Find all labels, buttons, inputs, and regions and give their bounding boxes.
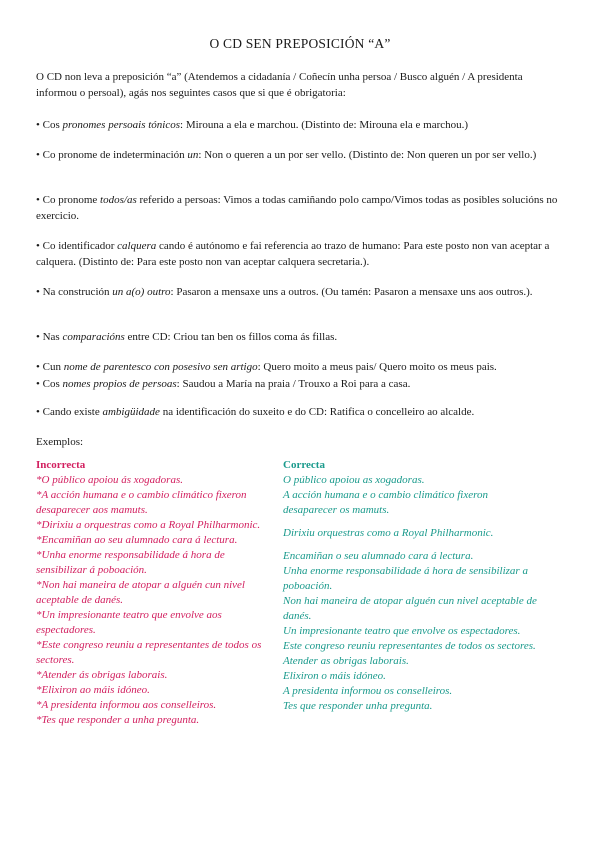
- incorrect-example: *Este congreso reuniu a representantes de todos os sectores.: [36, 639, 262, 666]
- correct-example: Dirixiu orquestras como a Royal Philharmonic.: [283, 527, 494, 539]
- examples-label: Exemplos:: [36, 436, 84, 448]
- incorrect-example: *Unha enorme responsabilidade á hora de sensibilizar á poboación.: [36, 549, 225, 576]
- correct-example: Unha enorme responsabilidade á hora de sensibilizar a poboación.: [283, 565, 528, 592]
- intro-paragraph: O CD non leva a preposición “a” (Atendemos a cidadanía / Coñecín unha persoa / Busco alguén / A presidenta informou o persoal), agás nos seguintes casos que si que é obrigatoria:: [36, 71, 523, 99]
- incorrect-example: *Elixiron ao máis idóneo.: [36, 684, 150, 696]
- correct-example: Non hai maneira de atopar alguén cun nivel aceptable de danés.: [283, 595, 537, 622]
- rule-item: • Co pronome todos/as referido a persoas: Vimos a todas camiñando polo campo/Vimos todas as posibles solucións no exercicio.: [36, 194, 558, 222]
- correct-example: O público apoiou as xogadoras.: [283, 474, 425, 486]
- incorrect-example: *Encamiñan ao seu alumnado cara á lectura.: [36, 534, 238, 546]
- correct-example: Encamiñan o seu alumnado cara á lectura.: [283, 550, 474, 562]
- correct-example: Este congreso reuniu representantes de todos os sectores.: [283, 640, 536, 652]
- correct-column: [283, 458, 543, 714]
- correct-example: Tes que responder unha pregunta.: [283, 700, 433, 712]
- rule-item: • Na construción un a(o) outro: Pasaron a mensaxe uns a outros. (Ou tamén: Pasaron a mensaxe uns aos outros.).: [36, 286, 533, 298]
- correct-header: Correcta: [283, 459, 325, 471]
- rule-item: • Nas comparacións entre CD: Criou tan ben os fillos coma ás fillas.: [36, 331, 338, 343]
- rule-item: • Cando existe ambigüidade na identificación do suxeito e do CD: Ratifica o concelleiro ao alcalde.: [36, 406, 475, 418]
- rule-item: • Cun nome de parentesco con posesivo sen artigo: Quero moito a meus pais/ Quero moito os meus pais.: [36, 361, 497, 373]
- rule-item: • Co pronome de indeterminación un: Non o queren a un por ser vello. (Distinto de: Non queren un por ser vello.): [36, 149, 537, 161]
- incorrect-example: *Tes que responder a unha pregunta.: [36, 714, 200, 726]
- incorrect-example: *Non hai maneira de atopar a alguén cun nivel aceptable de danés.: [36, 579, 245, 606]
- incorrect-header: Incorrecta: [36, 459, 86, 471]
- page-title: O CD SEN PREPOSICIÓN “A”: [209, 36, 391, 51]
- incorrect-example: *O público apoiou ás xogadoras.: [36, 474, 183, 486]
- correct-example: Un impresionante teatro que envolve os espectadores.: [283, 625, 521, 637]
- incorrect-example: *A acción humana e o cambio climático fixeron desaparecer aos mamuts.: [36, 489, 247, 516]
- correct-example: A acción humana e o cambio climático fixeron desaparecer os mamuts.: [283, 489, 488, 516]
- incorrect-column: [36, 458, 278, 728]
- incorrect-example: *A presidenta informou aos conselleiros.: [36, 699, 217, 711]
- rule-item: • Cos pronomes persoais tónicos: Mirouna a ela e marchou. (Distinto de: Mirouna ela e marchou.): [36, 119, 469, 131]
- rule-item: • Cos nomes propios de persoas: Saudou a María na praia / Trouxo a Roi para a casa.: [36, 378, 411, 390]
- incorrect-example: *Un impresionante teatro que envolve aos espectadores.: [36, 609, 222, 636]
- rule-item: • Co identificador calquera cando é autónomo e fai referencia ao trazo de humano: Para este posto non van aceptar a calquera. (Distinto de: Para este posto non van aceptar calquera secretaria.).: [36, 240, 550, 268]
- incorrect-example: *Dirixiu a orquestras como a Royal Philharmonic.: [36, 519, 261, 531]
- correct-example: Atender as obrigas laborais.: [283, 655, 409, 667]
- incorrect-example: *Atender ás obrigas laborais.: [36, 669, 168, 681]
- correct-example: A presidenta informou os conselleiros.: [283, 685, 453, 697]
- correct-example: Elixiron o máis idóneo.: [283, 670, 386, 682]
